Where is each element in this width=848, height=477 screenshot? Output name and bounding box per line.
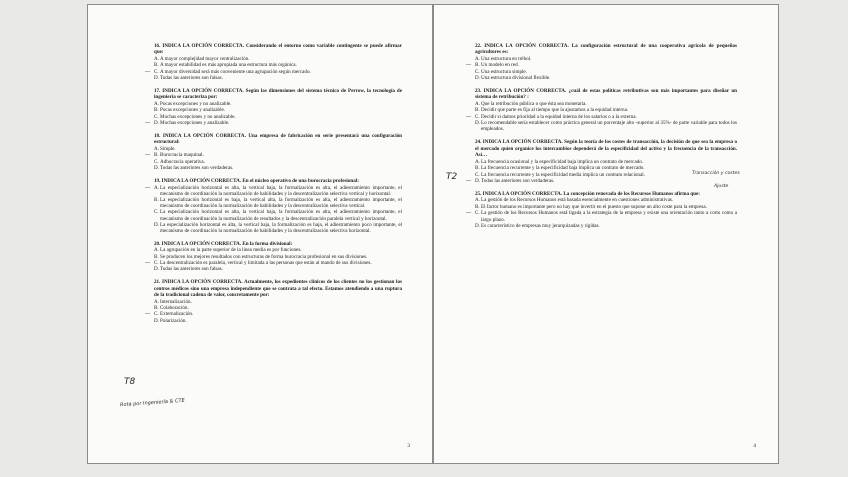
option-letter: A.	[475, 100, 480, 107]
answer-option	[154, 165, 402, 171]
option-letter: D.	[475, 222, 480, 229]
answer-option	[154, 197, 402, 209]
answer-option	[154, 222, 402, 234]
question-block	[145, 43, 402, 82]
answer-option	[145, 120, 402, 127]
option-text: Una estructura divisional flexible.	[481, 75, 551, 82]
page-number: 3	[407, 443, 410, 449]
option-text: A mayor estabilidad es más apropiada una estructura más orgánica.	[160, 62, 297, 69]
answer-option	[475, 75, 737, 81]
option-text: Pocas excepciones y no analizable.	[160, 100, 232, 107]
option-letter: A.	[154, 184, 159, 191]
option-letter: C.	[475, 68, 480, 75]
question-text: 19. INDICA LA OPCIÓN CORRECTA. En el núcleo operativo de una burocracia profesional:	[154, 178, 359, 185]
option-text: Una estructura simple.	[481, 68, 527, 75]
option-letter: A.	[154, 100, 159, 107]
option-text: La frecuencia ocasional y la especificidad baja implica un contrato de mercado.	[481, 158, 644, 165]
question-block	[466, 88, 737, 133]
option-letter: C.	[154, 209, 159, 216]
question-block	[466, 190, 737, 229]
answer-option	[475, 120, 737, 133]
option-text: Internalización.	[160, 298, 192, 305]
option-text: A mayor complejidad mayor centralización.	[160, 55, 250, 62]
option-letter: B.	[154, 304, 159, 311]
option-text: Un modelo en red.	[481, 62, 519, 69]
option-letter: A.	[154, 55, 159, 62]
option-letter: D.	[475, 177, 480, 184]
answer-mark-icon: —	[145, 152, 151, 159]
option-letter: C.	[475, 210, 480, 217]
option-text: Que la retribución pública o que ésta sea monetaria.	[481, 100, 587, 107]
answer-mark-icon: —	[145, 184, 151, 191]
option-text: Muchas excepciones y no analizable.	[160, 113, 236, 120]
option-text: Una estructura en trébol.	[481, 55, 532, 62]
handwritten-note: Ajuste	[714, 184, 729, 189]
question-text: 16. INDICA LA OPCIÓN CORRECTA. Considerando el entorno como variable contingente se puede afirmar que:	[154, 43, 402, 56]
option-text: La gestión de los Recursos Humanos está basada esencialmente en cuestiones administrativas.	[481, 197, 674, 204]
answer-option	[154, 318, 402, 324]
option-letter: B.	[475, 62, 480, 69]
question-block	[466, 139, 737, 184]
option-letter: C.	[475, 171, 480, 178]
answer-mark-icon: —	[466, 177, 472, 184]
question-block	[145, 88, 402, 127]
option-text: Muchas excepciones y analizable.	[160, 120, 230, 127]
question-block	[466, 43, 737, 82]
option-text: Todas las anteriores son falsas.	[160, 266, 223, 273]
option-letter: B.	[154, 62, 159, 69]
option-letter: C.	[154, 113, 159, 120]
option-text: Simple.	[160, 145, 176, 152]
answer-option	[154, 266, 402, 272]
answer-mark-icon: —	[466, 210, 472, 217]
answer-option	[154, 209, 402, 221]
option-text: Es característico de empresas muy jerarquizadas y rígidas.	[481, 222, 600, 229]
option-text: La especialización horizontal es baja, la vertical alta, la formalización es alta, el adiestramiento importante, el mecanismo de coordinación la normalización de habilidades y la descentralización selectiva vertical.	[160, 196, 402, 210]
option-letter: B.	[475, 107, 480, 114]
answer-option	[475, 223, 737, 229]
question-text: 23. INDICA LA OPCIÓN CORRECTA. ¿cuál de estas políticas retributivas son más importantes para diseñar un sistema de retribución? :	[475, 88, 737, 101]
handwritten-note: T2	[446, 172, 458, 182]
option-letter: B.	[154, 107, 159, 114]
question-block	[145, 240, 402, 273]
question-text: 25. INDICA LA OPCIÓN CORRECTA. La concepción renovada de los Recursos Humanos afirma que:	[475, 190, 700, 197]
question-block	[145, 178, 402, 234]
page-number: 4	[753, 443, 756, 449]
option-letter: C.	[154, 311, 159, 318]
option-letter: A.	[154, 298, 159, 305]
exam-page-right	[433, 4, 779, 464]
option-text: La descentralización es paralela, vertical y limitada a las personas que están al mando de sus divisiones.	[160, 259, 372, 266]
option-text: La frecuencia recurrente y la especificidad media implica un contrato relacional.	[481, 171, 645, 178]
option-text: El factor humano es importante pero no hay que invertir en el puesto que supone un alto coste para la empresa.	[481, 203, 707, 210]
question-block	[145, 279, 402, 324]
option-text: La especialización horizontal es alta, la vertical baja, la formalización es alta, el adiestramiento importante, el mecanismo de coordinación la normalización de resultados y la descentralización paralela vertical y horizontal.	[160, 209, 402, 222]
option-letter: A.	[154, 145, 159, 152]
question-text: 21. INDICA LA OPCIÓN CORRECTA. Actualmente, los expedientes clínicos de los clientes no los gestionan los centros médicos sino una empresa independiente que se contrata a tal efecto. Estamos atendiendo a una ruptura de la tradicional cadena de valor, concretamente por:	[154, 279, 402, 299]
option-text: Lo recomendable sería establecer como práctica general un porcentaje alto -superior al 35%- de parte variable para todos los empleados.	[481, 120, 737, 133]
answer-option	[154, 75, 402, 81]
option-letter: C.	[475, 113, 480, 120]
option-text: La agrupación en la parte superior de la línea media es por funciones.	[160, 247, 302, 254]
answer-option	[466, 210, 737, 223]
answer-mark-icon: —	[466, 113, 472, 120]
answer-option	[466, 177, 737, 184]
option-letter: C.	[154, 259, 159, 266]
option-text: Burocracia maquinal.	[160, 152, 204, 159]
option-letter: A.	[475, 55, 480, 62]
option-letter: A.	[475, 158, 480, 165]
answer-mark-icon: —	[145, 120, 151, 127]
option-text: Pocas excepciones y analizable.	[160, 107, 226, 114]
option-text: La gestión de los Recursos Humanos está ligada a la estrategia de la empresa y existe una orientación tanto a corto como a largo plazo.	[481, 210, 737, 223]
option-letter: B.	[475, 165, 480, 172]
option-letter: D.	[154, 317, 159, 324]
question-text: 22. INDICA LA OPCIÓN CORRECTA. La configuración estructural de una cooperativa agrícola de pequeños agricultores es:	[475, 43, 737, 56]
option-letter: A.	[154, 247, 159, 254]
option-letter: D.	[154, 165, 159, 172]
option-letter: B.	[475, 203, 480, 210]
option-text: Decidir si damos prioridad a la equidad interna de los salarios o a la externa.	[481, 113, 637, 120]
option-text: Adhocracia operativa.	[160, 158, 205, 165]
option-letter: D.	[154, 120, 159, 127]
handwritten-note: Rota por Ingeniería & CTE	[119, 397, 185, 409]
option-text: Externalización.	[160, 311, 194, 318]
answer-mark-icon: —	[145, 259, 151, 266]
option-letter: C.	[154, 68, 159, 75]
answer-option	[145, 184, 402, 197]
question-block	[145, 133, 402, 172]
option-text: Polarización.	[160, 317, 187, 324]
option-letter: A.	[475, 197, 480, 204]
option-letter: B.	[154, 196, 159, 203]
question-text: 17. INDICA LA OPCIÓN CORRECTA. Según las dimensiones del sistema técnico de Perrow, la tecnología de ingeniería se caracteriza por:	[154, 88, 402, 101]
question-list	[466, 43, 737, 236]
exam-page-left	[87, 4, 433, 464]
question-text: 20. INDICA LA OPCIÓN CORRECTA. En la forma divisional:	[154, 240, 293, 247]
question-text: 24. INDICA LA OPCIÓN CORRECTA. Según la teoría de los costes de transacción, la decisión de que sea la empresa o el mercado quien organice los intercambios dependerá de la especificidad del activo y la frecuencia de la transacción. Así…	[475, 139, 737, 159]
option-text: Todas las anteriores son falsas.	[160, 75, 223, 82]
option-letter: C.	[154, 158, 159, 165]
question-text: 18. INDICA LA OPCIÓN CORRECTA. Una empresa de fabricación en serie presentará una configuración estructural:	[154, 133, 402, 146]
option-text: La especialización horizontal es alta, la vertical baja, la formalización es baja, el adiestramiento poco importante, el mecanismo de coordinación la normalización de habilidades y la descentralización selectiva horizontal.	[160, 221, 402, 234]
option-text: Decidir que parte es fija al tiempo que la ajustamos a la equidad interna.	[481, 107, 629, 114]
answer-mark-icon: —	[145, 68, 151, 75]
handwritten-note: Transacción y costes	[692, 171, 740, 176]
option-text: Se producen los mejores resultados con estructuras de forma burocracia profesional en sus divisiones.	[160, 253, 368, 260]
option-letter: D.	[475, 120, 480, 127]
handwritten-note: T8	[124, 377, 136, 387]
question-list	[145, 43, 402, 331]
option-letter: B.	[154, 253, 159, 260]
option-letter: D.	[154, 266, 159, 273]
option-text: La especialización horizontal es alta, la vertical baja, la formalización es alta, el adiestramiento importante, el mecanismo de coordinación la normalización de habilidades y la descentralización selectiva vertical y horizontal.	[160, 184, 402, 197]
option-text: A mayor diversidad será más conveniente una agrupación según mercado.	[160, 68, 311, 75]
option-text: Colaboración.	[160, 304, 189, 311]
option-letter: B.	[154, 152, 159, 159]
option-letter: D.	[475, 75, 480, 82]
option-text: Todas las anteriores son verdaderas.	[160, 165, 234, 172]
option-letter: D.	[154, 75, 159, 82]
answer-mark-icon: —	[145, 311, 151, 318]
answer-mark-icon: —	[466, 62, 472, 69]
option-text: La frecuencia recurrente y la especificidad baja implica un contrato de mercado.	[481, 165, 645, 172]
option-text: Todas las anteriores son verdaderas.	[481, 177, 555, 184]
option-letter: D.	[154, 221, 159, 228]
